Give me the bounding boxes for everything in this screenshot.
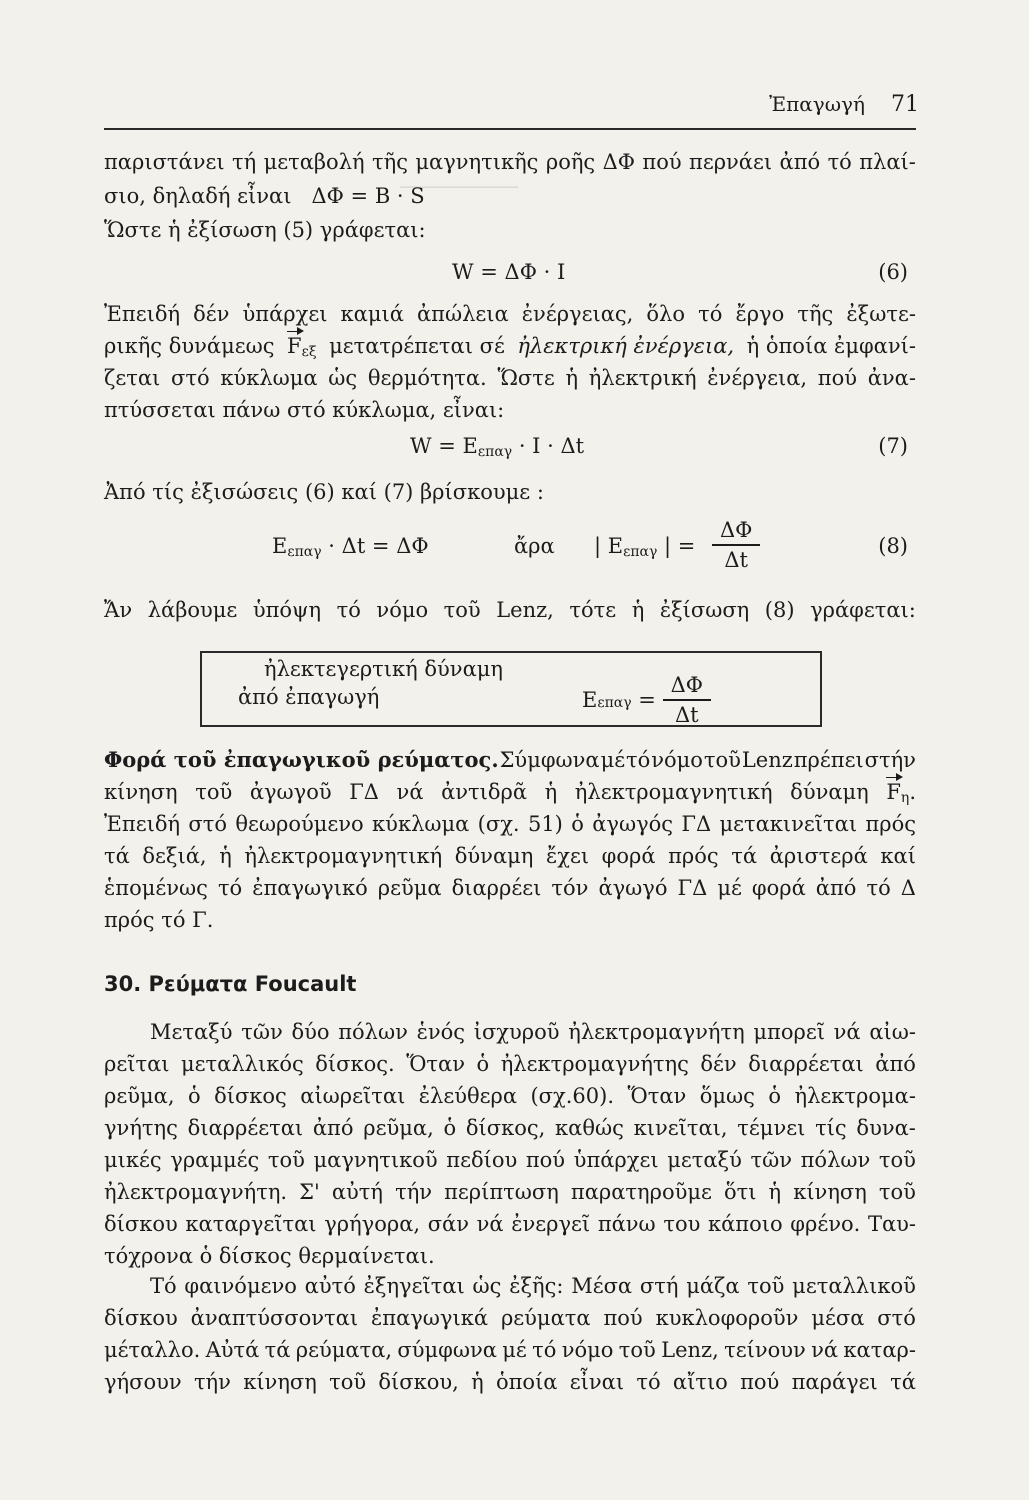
word: ἐξῆς:	[509, 1274, 564, 1298]
word: φορά	[751, 876, 806, 900]
word: εἶναι	[569, 1370, 625, 1394]
word: δύο	[291, 1020, 330, 1044]
text-span: μετατρέπεται σέ	[329, 334, 505, 358]
word: τοῦ	[703, 748, 741, 772]
force-vector-symbol	[886, 776, 916, 808]
equation-7	[104, 430, 916, 462]
bleed-through-texture: ──────────────	[400, 180, 519, 196]
fraction-denominator: Δt	[674, 703, 699, 727]
word: πρός	[865, 812, 916, 836]
word: μεταβολή	[263, 150, 365, 174]
word: δυνα-	[856, 1116, 916, 1140]
word: δίσκου	[104, 1306, 178, 1330]
word: ρεῦμα,	[104, 1084, 175, 1108]
word: μικές	[104, 1148, 162, 1172]
word: στή	[639, 1274, 679, 1298]
text-line	[104, 808, 916, 840]
word: γρήγορα,	[324, 1212, 421, 1236]
word: μεταλλικός	[181, 1052, 304, 1076]
word: κύκλωμα	[372, 812, 470, 836]
word: καθώς	[555, 1116, 624, 1140]
word: Αὐτά	[205, 1338, 260, 1362]
word: ἠλεκτρομαγνητική	[244, 844, 443, 868]
boxed-formula	[200, 651, 822, 727]
word: Μεταξύ	[150, 1020, 233, 1044]
word: τόν	[551, 876, 589, 900]
equation-left	[272, 530, 429, 565]
word: τό	[336, 598, 361, 622]
word: πού	[642, 150, 682, 174]
word: παράγει	[791, 1370, 878, 1394]
word: τά	[104, 844, 130, 868]
word: μεταλλικοῦ	[792, 1274, 916, 1298]
equation-formula: W = ΔΦ · I	[452, 260, 566, 284]
text-line	[104, 1334, 916, 1366]
word: τοῦ	[878, 1148, 916, 1172]
word: μπορεῖ	[753, 1020, 825, 1044]
equation-number: (8)	[878, 534, 908, 558]
word: ἡ	[544, 780, 558, 804]
word: θερμότητα.	[367, 366, 487, 390]
word: ροῆς	[545, 150, 596, 174]
word: παρατηροῦμε	[570, 1180, 712, 1204]
text-line	[104, 214, 916, 246]
word: ζεται	[104, 366, 161, 390]
word: μέταλλο.	[104, 1338, 201, 1362]
text-line	[104, 1208, 916, 1240]
word: τήν	[395, 1180, 433, 1204]
word: φορά	[601, 844, 656, 868]
word: Lenz,	[661, 1338, 719, 1362]
word: νά	[396, 780, 424, 804]
word: Ὅταν	[406, 1052, 465, 1076]
word: τήν	[193, 1370, 231, 1394]
text-line	[104, 146, 916, 178]
italic-term: ἠλεκτρική ἐνέργεια,	[517, 334, 735, 358]
word: δίσκος.	[315, 1052, 395, 1076]
word: ΓΔ	[681, 812, 712, 836]
word: κίνηση	[104, 780, 178, 804]
word: τῶν	[241, 1020, 283, 1044]
eq-part: E	[582, 688, 598, 712]
word: Ὅταν	[627, 1084, 687, 1108]
word: πού	[817, 366, 857, 390]
word: νόμο	[651, 748, 703, 772]
word: δέν	[193, 302, 230, 326]
word: κινεῖται,	[633, 1116, 728, 1140]
eq-subscript: επαγ	[597, 695, 632, 711]
eq-part: · Δt = ΔΦ	[321, 534, 429, 558]
word: τοῦ	[878, 1180, 916, 1204]
vector-letter: F	[287, 330, 302, 362]
text-line	[104, 1240, 916, 1272]
text-line	[104, 776, 916, 808]
word: πεδίου	[446, 1148, 518, 1172]
word: τό	[827, 150, 852, 174]
word: ἀντιδρᾶ	[441, 780, 528, 804]
word: μαγνητικῆς	[415, 150, 539, 174]
word: ἐξηγεῖται	[363, 1274, 465, 1298]
word: ἑπομένως	[104, 876, 208, 900]
eq-part: · I · Δt	[512, 434, 585, 458]
word: ἀγωγοῦ	[249, 780, 332, 804]
word: ὁ	[476, 1052, 490, 1076]
word: ὁποία	[495, 1370, 558, 1394]
vector-subscript: εξ	[301, 344, 317, 360]
word: τείνουν	[724, 1338, 806, 1362]
word: ρεῖται	[104, 1052, 170, 1076]
word: σύμφωνα	[397, 1338, 497, 1362]
word: ὑπόψη	[252, 598, 322, 622]
word: μέ	[717, 876, 742, 900]
word: τοῦ	[267, 1148, 305, 1172]
text-line	[104, 1176, 916, 1208]
word: μαγνητικοῦ	[313, 1148, 438, 1172]
force-vector-symbol	[287, 330, 317, 362]
word: ἐξωτε-	[846, 302, 916, 326]
word: γνήτης	[104, 1116, 178, 1140]
running-header	[769, 92, 919, 117]
boxed-label-line2: ἀπό ἐπαγωγή	[238, 685, 380, 709]
word: πρέπει	[793, 748, 864, 772]
word: νά	[476, 1212, 504, 1236]
word: (σχ.	[477, 812, 520, 836]
word: πόλων	[338, 1020, 408, 1044]
word: Σύμφωνα	[499, 748, 600, 772]
word: πού	[525, 1148, 566, 1172]
word: ἀπώλεια	[416, 302, 509, 326]
word: διαρρέεται	[187, 1116, 304, 1140]
equation-abs	[594, 530, 695, 565]
text-line	[104, 1366, 916, 1398]
word: στό	[188, 812, 228, 836]
word: ἡ	[219, 844, 232, 868]
word: περνάει	[689, 150, 773, 174]
word: διαρρέει	[451, 876, 542, 900]
word: τῶν	[750, 1148, 793, 1172]
word: ρεύματα	[500, 1306, 591, 1330]
text-span: Ὥστε ἡ ἐξίσωση (5) γράφεται:	[104, 218, 426, 242]
word: γήσουν	[104, 1370, 182, 1394]
word: νά	[833, 1020, 861, 1044]
word: νά	[811, 1338, 839, 1362]
word: ὡς	[328, 366, 358, 390]
word: πού	[603, 1306, 643, 1330]
word: δίσκος,	[465, 1116, 546, 1140]
word: ἠλεκτρομαγνήτης	[500, 1052, 689, 1076]
word: μέσα	[811, 1306, 865, 1330]
word: ὁ	[443, 1116, 457, 1140]
word: Ταυ-	[867, 1212, 916, 1236]
word: πλαί-	[859, 150, 916, 174]
word: ἀναπτύσσονται	[190, 1306, 359, 1330]
text-line	[104, 904, 916, 936]
eq-part: =	[631, 688, 663, 712]
vector-subscript: η	[900, 790, 910, 806]
word: ἐξίσωση	[659, 598, 750, 622]
word: ἠλεκτρομαγνήτη.	[104, 1180, 288, 1204]
word: ἡ	[631, 598, 645, 622]
text-span: πρός τό Γ.	[104, 908, 214, 932]
eq-part: | =	[657, 534, 696, 558]
word: ὁ	[768, 1084, 782, 1108]
word: θεωρούμενο	[235, 812, 364, 836]
text-line	[104, 1144, 916, 1176]
word: Δ	[900, 876, 916, 900]
word: κίνηση	[243, 1370, 317, 1394]
word: ἀνα-	[867, 366, 916, 390]
text-span: ἡ ὁποία ἐμφανί-	[746, 334, 916, 358]
eq-part: E	[272, 534, 288, 558]
word: ἡ	[768, 1180, 782, 1204]
word: τότε	[569, 598, 617, 622]
text-line	[104, 1048, 916, 1080]
word: Lenz,	[496, 598, 554, 622]
word: τοῦ	[618, 1338, 656, 1362]
word: δίσκου	[104, 1212, 178, 1236]
header-section-title: Ἐπαγωγή	[769, 92, 865, 116]
fraction	[712, 516, 760, 574]
text-line	[104, 180, 916, 212]
equation-formula	[410, 430, 584, 465]
text-line	[104, 1302, 916, 1334]
equation-word: ἄρα	[514, 534, 555, 558]
equation-number: (7)	[878, 434, 908, 458]
word: τό	[532, 1338, 557, 1362]
word: ὡς	[472, 1274, 502, 1298]
word: καμιά	[340, 302, 404, 326]
word: Μέσα	[571, 1274, 633, 1298]
text-line	[104, 394, 916, 426]
word: αἰωρεῖται	[300, 1084, 406, 1108]
text-line	[104, 840, 916, 872]
word: τό	[217, 876, 243, 900]
text-line	[104, 744, 916, 776]
word: ὑπάρχει	[573, 1148, 659, 1172]
word: κάποιο	[708, 1212, 783, 1236]
word: Σ'	[299, 1180, 320, 1204]
fraction	[663, 671, 711, 729]
word: γράφεται:	[810, 598, 916, 622]
eq-part: | E	[594, 534, 624, 558]
word: τοῦ	[443, 598, 481, 622]
word: καταρ-	[843, 1338, 916, 1362]
word: ἔχει	[545, 844, 590, 868]
word: ὅτι	[723, 1180, 757, 1204]
word: τίς	[815, 1116, 847, 1140]
word: ἡ	[471, 1370, 484, 1394]
word: δίσκου,	[378, 1370, 459, 1394]
text-line	[104, 1080, 916, 1112]
word: ἀπό	[875, 1052, 916, 1076]
word: καί	[880, 844, 916, 868]
text-line	[104, 1112, 916, 1144]
word: ρεῦμα,	[363, 1116, 434, 1140]
word: πρός	[668, 844, 719, 868]
fraction-denominator: Δt	[724, 548, 748, 572]
word: λάβουμε	[147, 598, 238, 622]
word: Τό	[150, 1274, 177, 1298]
word: του	[663, 1212, 701, 1236]
word: νόμο	[376, 598, 429, 622]
word: ἠλεκτρική	[588, 366, 697, 390]
word: ἠλεκτρομα-	[794, 1084, 916, 1108]
word: τό	[866, 876, 891, 900]
word: σάν	[427, 1212, 469, 1236]
word: (8)	[764, 598, 795, 622]
text-line	[104, 594, 916, 626]
equation-number: (6)	[878, 260, 908, 284]
word: τό	[626, 748, 651, 772]
word: διαρρέεται	[748, 1052, 864, 1076]
word: μέ	[502, 1338, 527, 1362]
word: κύκλωμα	[220, 366, 318, 390]
word: αἰω-	[869, 1020, 916, 1044]
word: τοῦ	[747, 1274, 785, 1298]
word: ἔργο	[735, 302, 785, 326]
word: ὑπάρχει	[242, 302, 328, 326]
word: ἠλεκτρομαγνητική	[574, 780, 773, 804]
word: φρένο.	[790, 1212, 861, 1236]
word: ἐνέργειας,	[521, 302, 634, 326]
word: τῆς	[372, 150, 408, 174]
word: ἐπαγωγικά	[371, 1306, 489, 1330]
word: περίπτωση	[444, 1180, 559, 1204]
equation-8	[104, 518, 916, 572]
fraction-numerator: ΔΦ	[712, 516, 760, 546]
eq-subscript: επαγ	[623, 544, 658, 560]
word: παριστάνει	[104, 150, 225, 174]
word: ἀπό	[779, 150, 821, 174]
vector-letter: F	[886, 776, 901, 808]
word: νόμο	[561, 1338, 614, 1362]
word: κυκλοφοροῦν	[655, 1306, 799, 1330]
word: ἐνέργεια,	[707, 366, 808, 390]
word: ὅμως	[699, 1084, 755, 1108]
word: πού	[740, 1370, 780, 1394]
word: στό	[171, 366, 210, 390]
bold-run-in-heading: Φορά τοῦ ἐπαγωγικοῦ ρεύματος.	[104, 747, 499, 772]
word: ἀπό	[312, 1116, 354, 1140]
word: 51)	[527, 812, 563, 836]
word: κίνηση	[793, 1180, 867, 1204]
word: ΔΦ	[602, 150, 635, 174]
eq-subscript: επαγ	[287, 544, 322, 560]
text-line	[150, 1016, 916, 1048]
word: ἡ	[565, 366, 579, 390]
word: ὁ	[571, 812, 584, 836]
word: αὐτό	[304, 1274, 356, 1298]
word: Ἄν	[104, 598, 133, 622]
word: στό	[877, 1306, 916, 1330]
text-line	[104, 298, 916, 330]
word: τό	[698, 302, 723, 326]
word: Ἐπειδή	[104, 812, 181, 836]
word: τά	[731, 844, 758, 868]
word: δέν	[700, 1052, 737, 1076]
text-line	[150, 1270, 916, 1302]
text-line	[104, 330, 916, 362]
eq-part: W = E	[410, 434, 478, 458]
fraction-numerator: ΔΦ	[663, 671, 711, 701]
word: ρεύματα,	[295, 1338, 393, 1362]
word: μετακινεῖται	[719, 812, 858, 836]
word: μέ	[600, 748, 626, 772]
word: ἀγωγός	[592, 812, 674, 836]
word: στήν	[864, 748, 916, 772]
word: δύναμη	[454, 844, 534, 868]
boxed-equation	[582, 671, 711, 729]
text-span: σιο, δηλαδή εἶναι ΔΦ = Β · S	[104, 184, 425, 208]
word: δεξιά,	[142, 844, 207, 868]
word: ἀπό	[815, 876, 857, 900]
word: ρεῦμα	[377, 876, 442, 900]
text-line	[104, 872, 916, 904]
word: τέμνει	[737, 1116, 806, 1140]
word: (σχ.60).	[530, 1084, 615, 1108]
word: τοῦ	[195, 780, 233, 804]
word: ἀριστερά	[769, 844, 868, 868]
word: ἐλεύθερα	[418, 1084, 518, 1108]
word: δίσκος	[214, 1084, 287, 1108]
page-number: 71	[891, 92, 919, 117]
word: ὅλο	[646, 302, 686, 326]
text-span: τόχρονα ὁ δίσκος θερμαίνεται.	[104, 1244, 435, 1268]
word: αὐτή	[331, 1180, 384, 1204]
word: τά	[890, 1370, 916, 1394]
word: ἀγωγό	[598, 876, 668, 900]
word: Ὥστε	[497, 366, 555, 390]
word: τή	[231, 150, 257, 174]
word: ἠλεκτρομαγνήτη	[568, 1020, 745, 1044]
word: τῆς	[797, 302, 834, 326]
word: ὁ	[187, 1084, 201, 1108]
boxed-label-line1: ἠλεκτεγερτική δύναμη	[264, 657, 503, 681]
text-line	[104, 476, 916, 508]
word: ἐπαγωγικό	[252, 876, 368, 900]
text-span: ρικῆς δυνάμεως	[104, 334, 275, 358]
word: δύναμη	[790, 780, 869, 804]
word: Ἐπειδή	[104, 302, 181, 326]
word: γραμμές	[170, 1148, 260, 1172]
word: μεταξύ	[667, 1148, 742, 1172]
word: φαινόμενο	[184, 1274, 297, 1298]
word: πάνω	[597, 1212, 656, 1236]
word: Lenz	[741, 748, 793, 772]
header-rule	[104, 128, 916, 130]
word: τό	[636, 1370, 661, 1394]
text-line	[104, 362, 916, 394]
word: ἑνός	[416, 1020, 466, 1044]
text-span: πτύσσεται πάνω στό κύκλωμα, εἶναι:	[104, 398, 505, 422]
word: αἴτιο	[672, 1370, 728, 1394]
section-heading: 30. Ρεύματα Foucault	[104, 972, 357, 996]
equation-6	[104, 256, 916, 288]
word: πόλων	[800, 1148, 871, 1172]
word: ἰσχυροῦ	[473, 1020, 560, 1044]
word: καταργεῖται	[185, 1212, 317, 1236]
word: τοῦ	[329, 1370, 367, 1394]
word: ΓΔ	[349, 780, 379, 804]
eq-subscript: επαγ	[477, 444, 513, 460]
word: τά	[264, 1338, 291, 1362]
word: μάζα	[686, 1274, 740, 1298]
text-span: .	[909, 780, 916, 804]
word: ΓΔ	[677, 876, 708, 900]
text-span: Ἀπό τίς ἐξισώσεις (6) καί (7) βρίσκουμε :	[104, 480, 544, 504]
word: ἐνεργεῖ	[511, 1212, 591, 1236]
